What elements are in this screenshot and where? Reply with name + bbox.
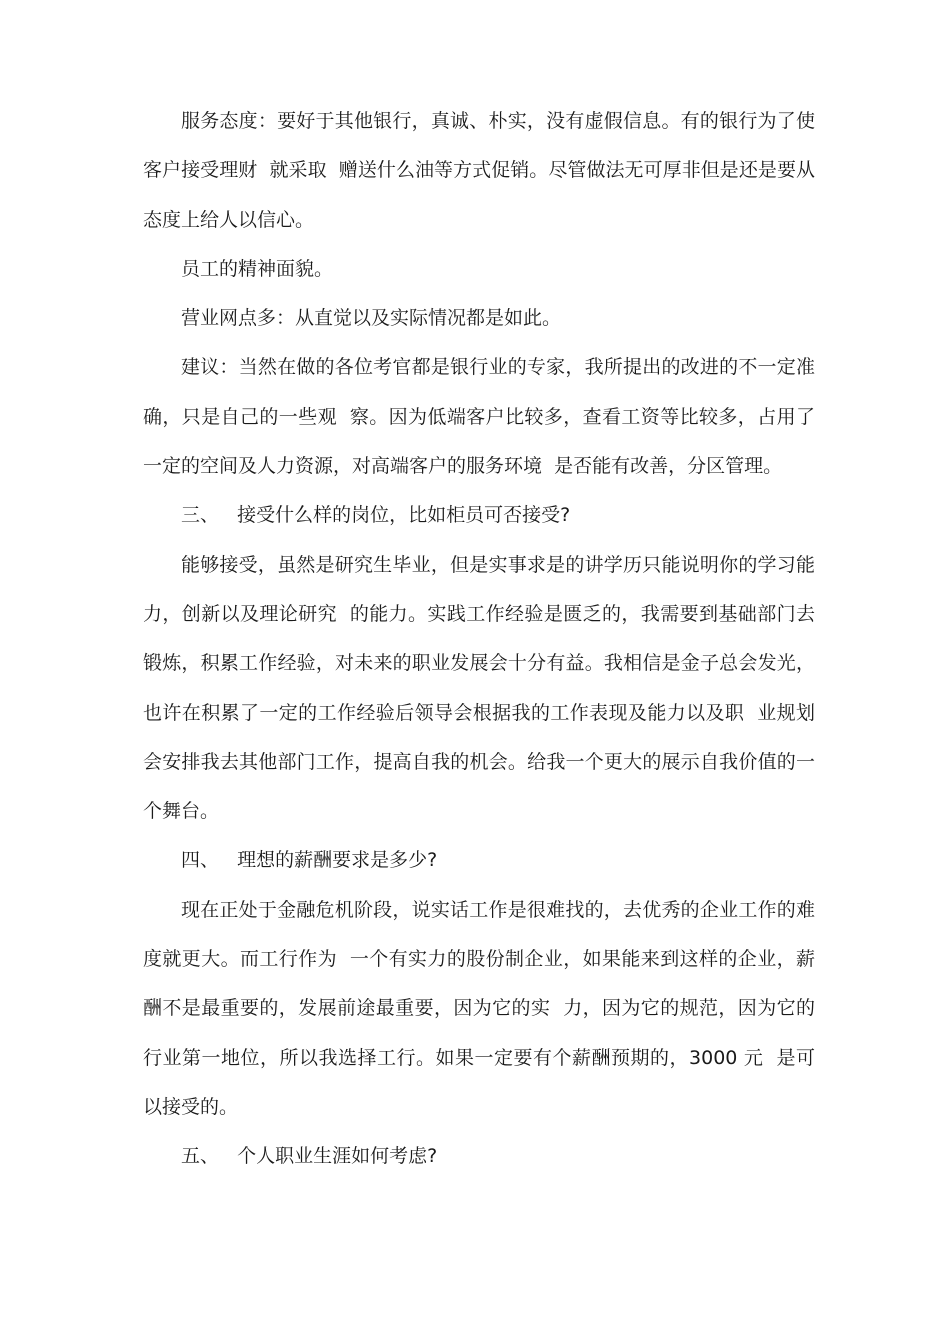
section-heading-5: 五、 个人职业生涯如何考虑? xyxy=(181,1145,438,1168)
paragraph-service-attitude: 服务态度：要好于其他银行，真诚、朴实，没有虚假信息。有的银行为了使客户接受理财 就采取 赠送什么油等方式促销。尽管做法无可厚非但是还是要从态度上给人以信心。 xyxy=(143,110,815,231)
paragraph-suggestion: 建议：当然在做的各位考官都是银行业的专家，我所提出的改进的不一定准确，只是自己的一些观 察。因为低端客户比较多，查看工资等比较多，占用了一定的空间及人力资源，对高端客户的服务环境 是否能有改善，分区管理。 xyxy=(143,356,815,478)
section-heading-3: 三、 接受什么样的岗位，比如柜员可否接受? xyxy=(181,504,571,527)
section-heading-4: 四、 理想的薪酬要求是多少? xyxy=(181,849,438,872)
paragraph-salary: 现在正处于金融危机阶段，说实话工作是很难找的，去优秀的企业工作的难度就更大。而工行作为 一个有实力的股份制企业，如果能来到这样的企业，薪酬不是最重要的，发展前途最重要，因为它的实 力，因为它的规范，因为它的行业第一地位，所以我选择工行。如果一定要有个薪酬预期的，3000 元 是可以接受的。 xyxy=(143,898,815,1118)
document-body xyxy=(143,97,815,1182)
paragraph-branch-network: 营业网点多：从直觉以及实际情况都是如此。 xyxy=(181,307,562,330)
paragraph-accept-position: 能够接受，虽然是研究生毕业，但是实事求是的讲学历只能说明你的学习能力，创新以及理论研究 的能力。实践工作经验是匮乏的，我需要到基础部门去锻炼，积累工作经验，对未来的职业发展会十分有益。我相信是金子总会发光，也许在积累了一定的工作经验后领导会根据我的工作表现及能力以及职 业规划会安排我去其他部门工作，提高自我的机会。给我一个更大的展示自我价值的一个舞台。 xyxy=(143,553,815,823)
paragraph-staff-spirit: 员工的精神面貌。 xyxy=(181,257,334,280)
